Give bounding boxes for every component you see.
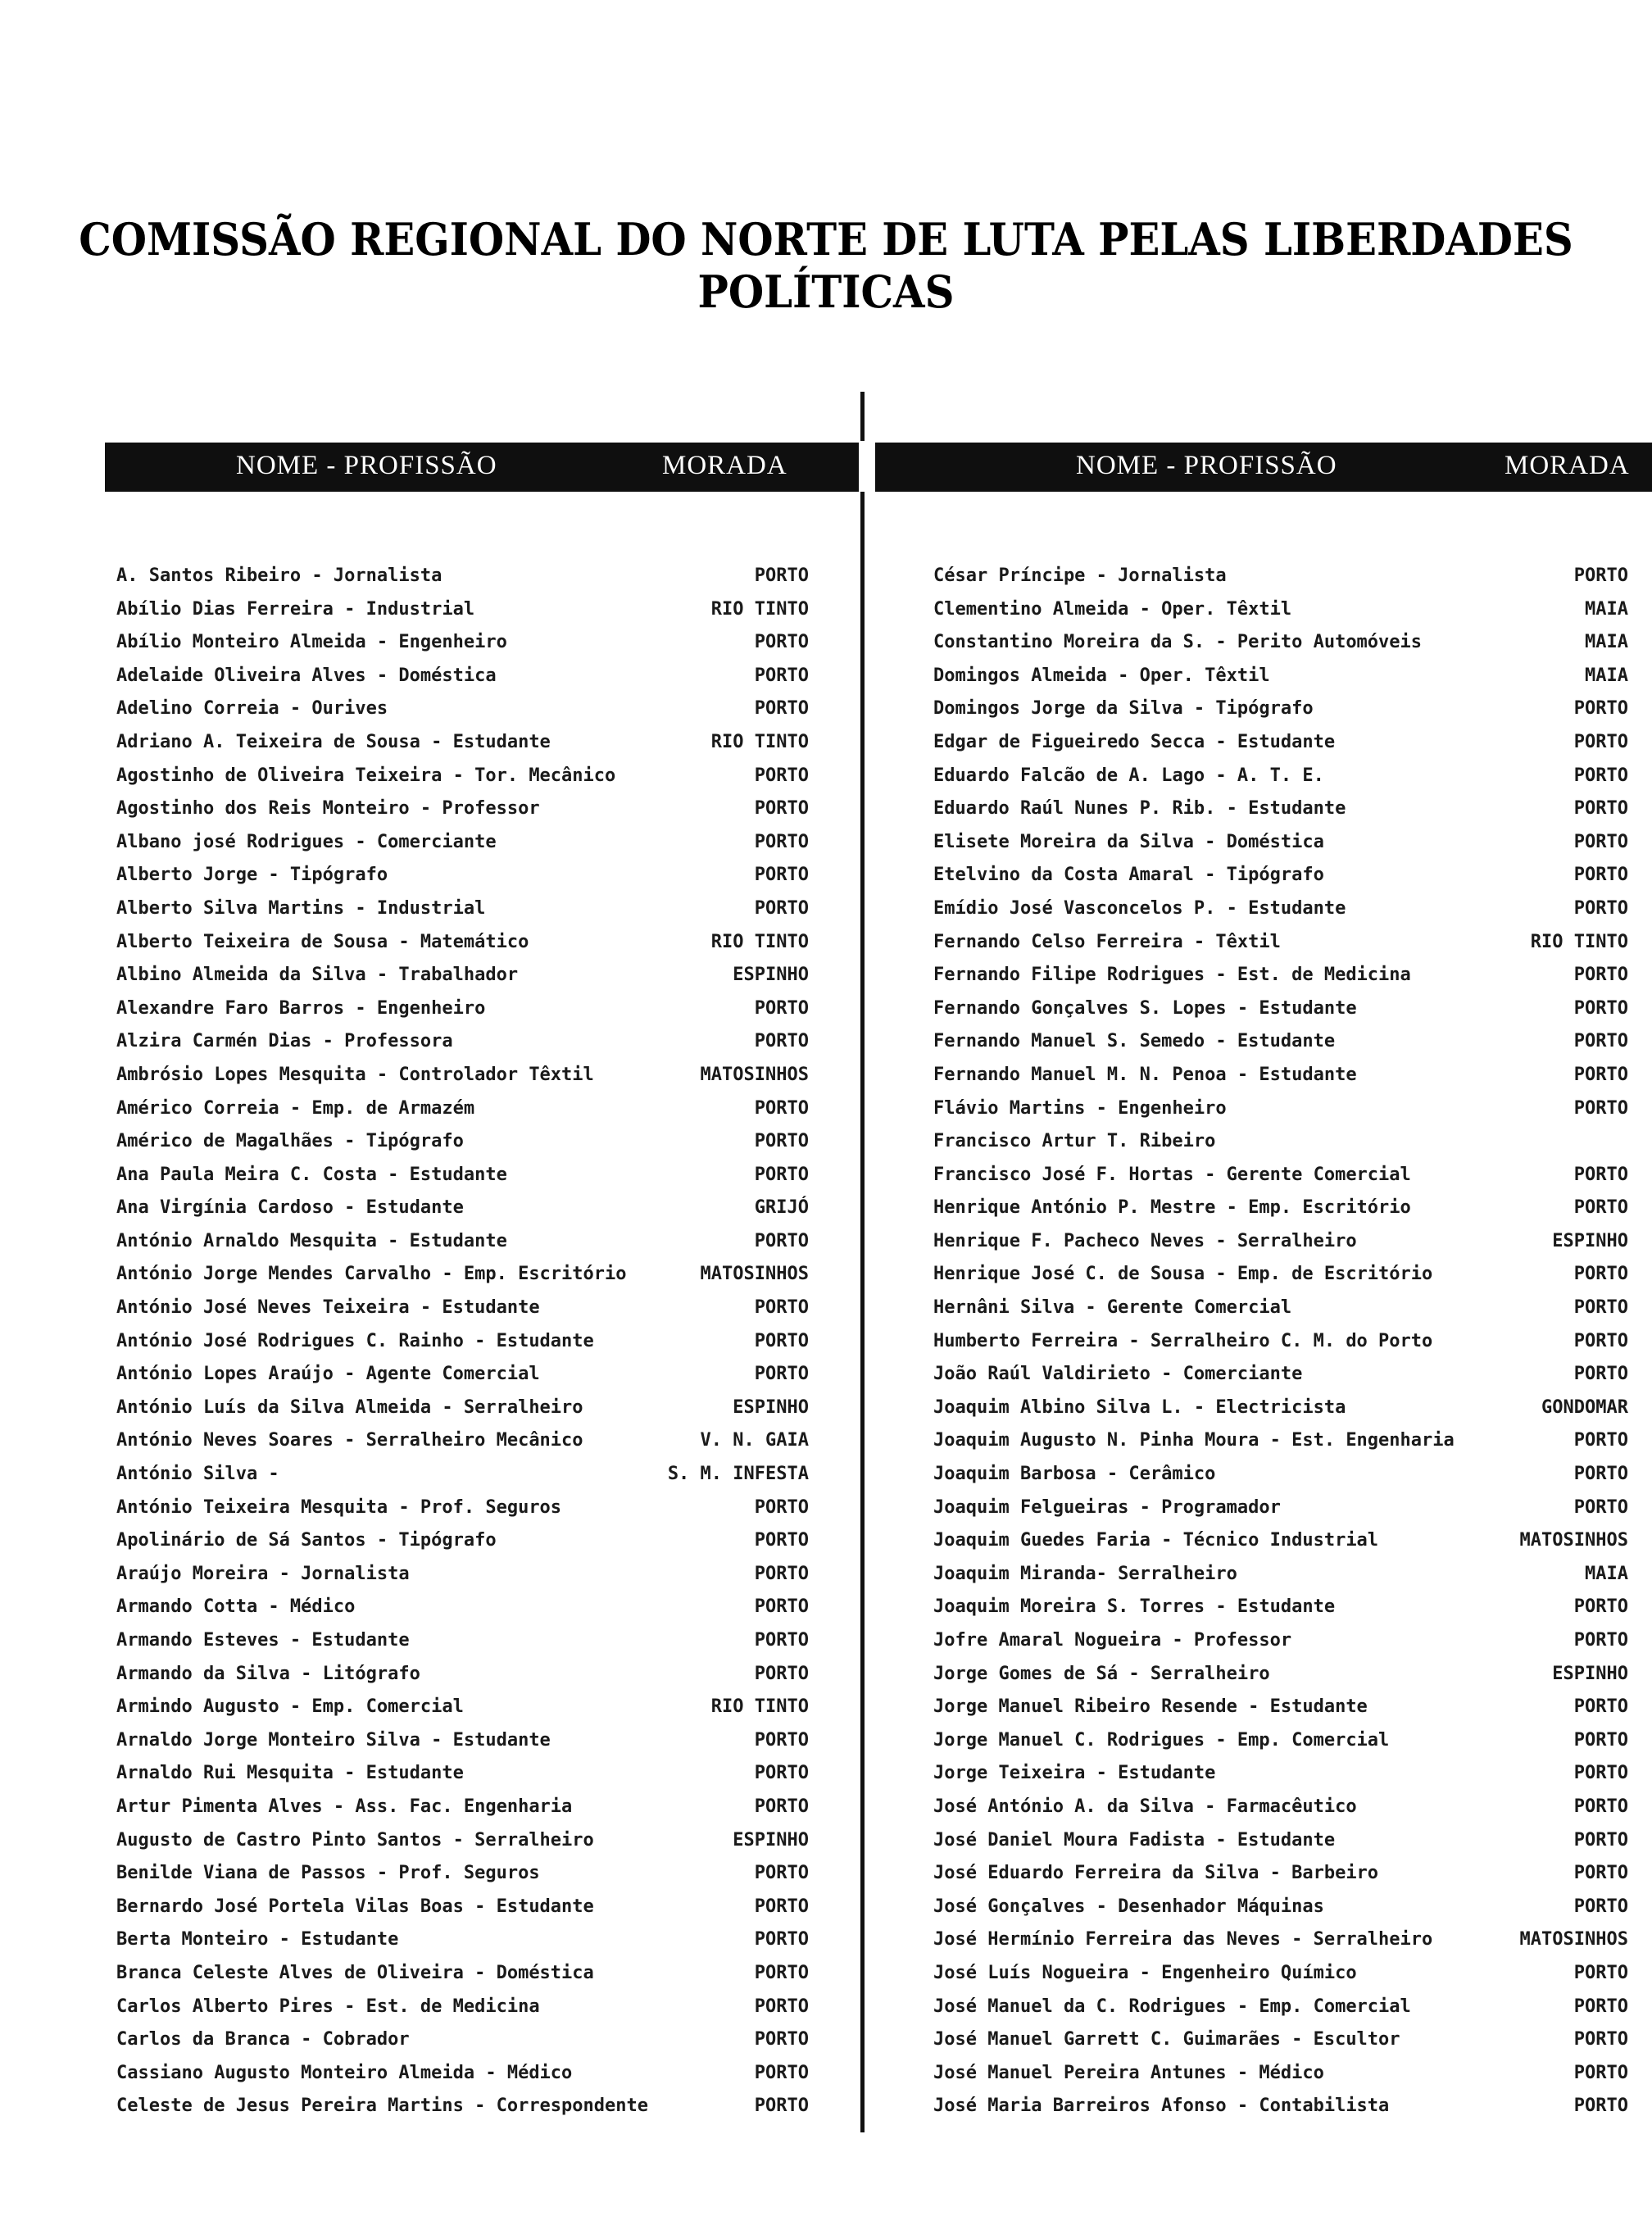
- header-right: [875, 443, 1652, 492]
- member-name-profession: Henrique F. Pacheco Neves - Serralheiro: [933, 1230, 1357, 1251]
- member-address: PORTO: [1573, 798, 1628, 820]
- column-divider-top: [860, 392, 865, 441]
- member-name-profession: José Hermínio Ferreira das Neves - Serralheiro: [933, 1929, 1433, 1950]
- list-item: [116, 632, 809, 665]
- member-address: PORTO: [1573, 1330, 1628, 1351]
- member-name-profession: Albano josé Rodrigues - Comerciante: [116, 831, 497, 852]
- member-address: ESPINHO: [733, 1829, 809, 1850]
- member-name-profession: Domingos Almeida - Oper. Têxtil: [933, 665, 1270, 686]
- member-address: PORTO: [1573, 1729, 1628, 1751]
- list-item: [933, 1963, 1628, 1996]
- member-address: PORTO: [754, 1031, 809, 1052]
- list-item: [116, 1065, 809, 1098]
- member-address: PORTO: [754, 1929, 809, 1950]
- list-item: [933, 698, 1628, 732]
- member-name-profession: Adelino Correia - Ourives: [116, 698, 388, 720]
- list-item: [116, 1098, 809, 1132]
- member-name-profession: Apolinário de Sá Santos - Tipógrafo: [116, 1530, 497, 1551]
- list-item: [933, 1530, 1628, 1564]
- member-address: PORTO: [754, 798, 809, 820]
- member-name-profession: Clementino Almeida - Oper. Têxtil: [933, 598, 1292, 620]
- member-name-profession: Ana Virgínia Cardoso - Estudante: [116, 1197, 464, 1219]
- member-name-profession: João Raúl Valdirieto - Comerciante: [933, 1364, 1303, 1385]
- member-address: PORTO: [1573, 1297, 1628, 1319]
- member-name-profession: Eduardo Raúl Nunes P. Rib. - Estudante: [933, 798, 1346, 820]
- header-left: [105, 443, 859, 492]
- member-name-profession: Américo de Magalhães - Tipógrafo: [116, 1131, 464, 1152]
- member-name-profession: Augusto de Castro Pinto Santos - Serralheiro: [116, 1829, 594, 1850]
- member-name-profession: José Eduardo Ferreira da Silva - Barbeiro: [933, 1863, 1379, 1884]
- member-name-profession: José Gonçalves - Desenhador Máquinas: [933, 1896, 1324, 1917]
- member-name-profession: Alberto Jorge - Tipógrafo: [116, 865, 388, 886]
- member-name-profession: Flávio Martins - Engenheiro: [933, 1097, 1227, 1119]
- member-name-profession: Joaquim Moreira S. Torres - Estudante: [933, 1596, 1336, 1618]
- list-item: [116, 1297, 809, 1331]
- list-item: [933, 965, 1628, 998]
- list-item: [116, 1630, 809, 1664]
- list-item: [116, 1197, 809, 1231]
- member-name-profession: Berta Monteiro - Estudante: [116, 1929, 399, 1950]
- list-item: [933, 1197, 1628, 1231]
- member-address: V. N. GAIA: [700, 1430, 809, 1451]
- list-item: [933, 1596, 1628, 1630]
- member-name-profession: Fernando Manuel S. Semedo - Estudante: [933, 1031, 1336, 1052]
- member-address: PORTO: [754, 1863, 809, 1884]
- list-item: [116, 1596, 809, 1630]
- member-address: MAIA: [1585, 1563, 1628, 1584]
- left-name-list: [116, 565, 809, 2129]
- member-address: GONDOMAR: [1541, 1396, 1628, 1418]
- list-item: [933, 1763, 1628, 1796]
- member-name-profession: António Jorge Mendes Carvalho - Emp. Escritório: [116, 1264, 627, 1285]
- member-name-profession: Bernardo José Portela Vilas Boas - Estudante: [116, 1896, 594, 1917]
- list-item: [933, 765, 1628, 799]
- list-item: [116, 1031, 809, 1065]
- member-address: MATOSINHOS: [1519, 1530, 1628, 1551]
- member-name-profession: Armindo Augusto - Emp. Comercial: [116, 1696, 464, 1718]
- member-name-profession: Celeste de Jesus Pereira Martins - Correspondente: [116, 2096, 649, 2117]
- list-item: [933, 2063, 1628, 2096]
- list-item: [933, 998, 1628, 1032]
- list-item: [116, 665, 809, 699]
- list-item: [933, 1430, 1628, 1464]
- member-address: PORTO: [754, 1230, 809, 1251]
- member-address: ESPINHO: [733, 1396, 809, 1418]
- member-name-profession: José António A. da Silva - Farmacêutico: [933, 1796, 1357, 1817]
- list-item: [116, 2063, 809, 2096]
- list-item: [933, 932, 1628, 965]
- member-address: PORTO: [754, 1330, 809, 1351]
- member-address: RIO TINTO: [710, 1696, 809, 1718]
- member-name-profession: Alberto Silva Martins - Industrial: [116, 897, 486, 919]
- list-item: [933, 2029, 1628, 2063]
- member-name-profession: Domingos Jorge da Silva - Tipógrafo: [933, 698, 1314, 720]
- list-item: [933, 1497, 1628, 1531]
- list-item: [933, 732, 1628, 765]
- member-address: PORTO: [754, 1364, 809, 1385]
- member-address: PORTO: [754, 1763, 809, 1784]
- member-name-profession: Carlos da Branca - Cobrador: [116, 2029, 410, 2050]
- member-address: RIO TINTO: [710, 731, 809, 752]
- member-name-profession: José Daniel Moura Fadista - Estudante: [933, 1829, 1336, 1850]
- member-address: PORTO: [1573, 565, 1628, 586]
- member-name-profession: Jorge Teixeira - Estudante: [933, 1763, 1216, 1784]
- list-item: [116, 2029, 809, 2063]
- member-name-profession: Carlos Alberto Pires - Est. de Medicina: [116, 1996, 540, 2017]
- member-name-profession: Jorge Manuel C. Rodrigues - Emp. Comercial: [933, 1729, 1390, 1751]
- member-name-profession: Jorge Manuel Ribeiro Resende - Estudante: [933, 1696, 1368, 1718]
- list-item: [933, 1730, 1628, 1764]
- member-name-profession: Humberto Ferreira - Serralheiro C. M. do Porto: [933, 1330, 1433, 1351]
- list-item: [933, 865, 1628, 898]
- list-item: [933, 1564, 1628, 1597]
- list-item: [933, 1131, 1628, 1165]
- member-address: RIO TINTO: [1530, 931, 1628, 952]
- member-name-profession: Agostinho dos Reis Monteiro - Professor: [116, 798, 540, 820]
- list-item: [116, 1796, 809, 1830]
- list-item: [116, 1464, 809, 1497]
- member-address: PORTO: [1573, 965, 1628, 986]
- member-name-profession: Joaquim Miranda- Serralheiro: [933, 1563, 1237, 1584]
- list-item: [116, 599, 809, 633]
- list-item: [116, 1996, 809, 2030]
- member-name-profession: Branca Celeste Alves de Oliveira - Doméstica: [116, 1962, 594, 1983]
- member-name-profession: António Lopes Araújo - Agente Comercial: [116, 1364, 540, 1385]
- member-address: RIO TINTO: [710, 931, 809, 952]
- member-name-profession: Joaquim Augusto N. Pinha Moura - Est. Engenharia: [933, 1430, 1455, 1451]
- member-name-profession: Francisco José F. Hortas - Gerente Comercial: [933, 1164, 1411, 1185]
- member-name-profession: Etelvino da Costa Amaral - Tipógrafo: [933, 865, 1324, 886]
- member-address: PORTO: [754, 897, 809, 919]
- list-item: [933, 1830, 1628, 1864]
- header-left-name-label: NOME - PROFISSÃO: [236, 451, 497, 480]
- list-item: [116, 1231, 809, 1265]
- list-item: [933, 1364, 1628, 1397]
- list-item: [933, 1796, 1628, 1830]
- list-item: [116, 1664, 809, 1697]
- list-item: [116, 998, 809, 1032]
- list-item: [116, 1763, 809, 1796]
- member-address: PORTO: [754, 632, 809, 653]
- member-address: PORTO: [754, 765, 809, 786]
- member-name-profession: Arnaldo Rui Mesquita - Estudante: [116, 1763, 464, 1784]
- list-item: [933, 599, 1628, 633]
- list-item: [116, 1331, 809, 1365]
- list-item: [933, 1464, 1628, 1497]
- member-name-profession: Armando Cotta - Médico: [116, 1596, 356, 1618]
- list-item: [933, 2096, 1628, 2129]
- member-name-profession: Fernando Manuel M. N. Penoa - Estudante: [933, 1064, 1357, 1085]
- list-item: [116, 1929, 809, 1963]
- list-item: [933, 1031, 1628, 1065]
- member-address: MATOSINHOS: [1519, 1929, 1628, 1950]
- member-address: PORTO: [1573, 731, 1628, 752]
- member-name-profession: Benilde Viana de Passos - Prof. Seguros: [116, 1863, 540, 1884]
- list-item: [933, 1331, 1628, 1365]
- member-address: PORTO: [754, 1097, 809, 1119]
- member-address: ESPINHO: [1552, 1230, 1628, 1251]
- member-name-profession: Ambrósio Lopes Mesquita - Controlador Têxtil: [116, 1064, 594, 1085]
- member-name-profession: Abílio Dias Ferreira - Industrial: [116, 598, 475, 620]
- list-item: [116, 698, 809, 732]
- member-name-profession: Joaquim Guedes Faria - Técnico Industrial: [933, 1530, 1379, 1551]
- header-left-address-label: MORADA: [662, 451, 787, 480]
- list-item: [933, 632, 1628, 665]
- member-address: MATOSINHOS: [700, 1264, 809, 1285]
- member-address: PORTO: [1573, 1364, 1628, 1385]
- header-right-address-label: MORADA: [1504, 451, 1630, 480]
- member-address: PORTO: [1573, 1962, 1628, 1983]
- member-name-profession: Joaquim Albino Silva L. - Electricista: [933, 1396, 1346, 1418]
- member-name-profession: Ana Paula Meira C. Costa - Estudante: [116, 1164, 507, 1185]
- member-address: PORTO: [1573, 897, 1628, 919]
- list-item: [933, 1630, 1628, 1664]
- member-address: PORTO: [1573, 1197, 1628, 1219]
- list-item: [933, 1863, 1628, 1896]
- member-address: MATOSINHOS: [700, 1064, 809, 1085]
- member-address: MAIA: [1585, 598, 1628, 620]
- list-item: [116, 832, 809, 865]
- member-address: PORTO: [754, 1530, 809, 1551]
- member-name-profession: António José Neves Teixeira - Estudante: [116, 1297, 540, 1319]
- member-name-profession: António Arnaldo Mesquita - Estudante: [116, 1230, 507, 1251]
- member-address: PORTO: [754, 1131, 809, 1152]
- list-item: [933, 1996, 1628, 2030]
- member-name-profession: Jofre Amaral Nogueira - Professor: [933, 1630, 1292, 1651]
- member-address: PORTO: [754, 831, 809, 852]
- member-address: PORTO: [1573, 1696, 1628, 1718]
- list-item: [933, 1264, 1628, 1297]
- member-address: PORTO: [1573, 1596, 1628, 1618]
- member-name-profession: José Manuel Pereira Antunes - Médico: [933, 2062, 1324, 2083]
- member-address: PORTO: [1573, 1996, 1628, 2017]
- page-title: COMISSÃO REGIONAL DO NORTE DE LUTA PELAS LIBERDADES POLÍTICAS: [79, 213, 1573, 318]
- member-name-profession: Joaquim Felgueiras - Programador: [933, 1496, 1281, 1518]
- member-name-profession: Alberto Teixeira de Sousa - Matemático: [116, 931, 529, 952]
- list-item: [116, 765, 809, 799]
- list-item: [933, 665, 1628, 699]
- member-name-profession: António Silva -: [116, 1464, 279, 1485]
- member-name-profession: Abílio Monteiro Almeida - Engenheiro: [116, 632, 507, 653]
- member-name-profession: Armando da Silva - Litógrafo: [116, 1663, 420, 1684]
- list-item: [116, 1564, 809, 1597]
- member-address: PORTO: [1573, 1896, 1628, 1917]
- member-address: PORTO: [754, 1796, 809, 1817]
- list-item: [116, 1896, 809, 1930]
- member-name-profession: A. Santos Ribeiro - Jornalista: [116, 565, 442, 586]
- list-item: [933, 1929, 1628, 1963]
- list-item: [933, 1896, 1628, 1930]
- member-address: PORTO: [754, 665, 809, 686]
- right-name-list: [933, 565, 1628, 2129]
- member-name-profession: Américo Correia - Emp. de Armazém: [116, 1097, 475, 1119]
- list-item: [933, 1098, 1628, 1132]
- member-address: PORTO: [754, 1996, 809, 2017]
- member-name-profession: Eduardo Falcão de A. Lago - A. T. E.: [933, 765, 1324, 786]
- member-name-profession: Artur Pimenta Alves - Ass. Fac. Engenharia: [116, 1796, 573, 1817]
- member-address: PORTO: [754, 1297, 809, 1319]
- member-address: PORTO: [1573, 1829, 1628, 1850]
- list-item: [933, 798, 1628, 832]
- member-name-profession: Joaquim Barbosa - Cerâmico: [933, 1464, 1216, 1485]
- member-name-profession: Alexandre Faro Barros - Engenheiro: [116, 997, 486, 1019]
- member-address: PORTO: [754, 565, 809, 586]
- member-address: PORTO: [754, 1630, 809, 1651]
- member-address: PORTO: [754, 2029, 809, 2050]
- member-address: PORTO: [1573, 2096, 1628, 2117]
- member-name-profession: Constantino Moreira da S. - Perito Automóveis: [933, 632, 1423, 653]
- list-item: [933, 898, 1628, 932]
- member-address: PORTO: [1573, 1464, 1628, 1485]
- member-address: PORTO: [754, 1596, 809, 1618]
- member-address: PORTO: [1573, 1496, 1628, 1518]
- list-item: [116, 1696, 809, 1730]
- member-address: ESPINHO: [733, 965, 809, 986]
- list-item: [116, 1497, 809, 1531]
- member-address: GRIJÓ: [754, 1197, 809, 1219]
- list-item: [116, 865, 809, 898]
- list-item: [116, 565, 809, 599]
- member-name-profession: Henrique José C. de Sousa - Emp. de Escritório: [933, 1264, 1433, 1285]
- member-name-profession: César Príncipe - Jornalista: [933, 565, 1227, 586]
- member-address: MAIA: [1585, 665, 1628, 686]
- member-name-profession: José Maria Barreiros Afonso - Contabilista: [933, 2096, 1390, 2117]
- member-name-profession: Albino Almeida da Silva - Trabalhador: [116, 965, 519, 986]
- member-name-profession: Henrique António P. Mestre - Emp. Escritório: [933, 1197, 1411, 1219]
- list-item: [116, 932, 809, 965]
- list-item: [116, 1830, 809, 1864]
- list-item: [116, 1264, 809, 1297]
- member-name-profession: Fernando Celso Ferreira - Têxtil: [933, 931, 1281, 952]
- member-address: PORTO: [1573, 1796, 1628, 1817]
- member-address: PORTO: [1573, 1064, 1628, 1085]
- member-name-profession: Hernâni Silva - Gerente Comercial: [933, 1297, 1292, 1319]
- member-address: PORTO: [754, 1563, 809, 1584]
- member-name-profession: José Manuel da C. Rodrigues - Emp. Comercial: [933, 1996, 1411, 2017]
- column-divider: [860, 492, 865, 2132]
- member-address: S. M. INFESTA: [667, 1464, 809, 1485]
- list-item: [933, 1231, 1628, 1265]
- member-address: PORTO: [1573, 997, 1628, 1019]
- list-item: [116, 1963, 809, 1996]
- member-address: MAIA: [1585, 632, 1628, 653]
- member-name-profession: António José Rodrigues C. Rainho - Estudante: [116, 1330, 594, 1351]
- member-name-profession: Adelaide Oliveira Alves - Doméstica: [116, 665, 497, 686]
- list-item: [933, 1664, 1628, 1697]
- member-address: PORTO: [1573, 1630, 1628, 1651]
- member-name-profession: António Luís da Silva Almeida - Serralheiro: [116, 1396, 583, 1418]
- member-name-profession: António Neves Soares - Serralheiro Mecânico: [116, 1430, 583, 1451]
- member-address: PORTO: [1573, 865, 1628, 886]
- member-name-profession: Jorge Gomes de Sá - Serralheiro: [933, 1663, 1270, 1684]
- list-item: [116, 965, 809, 998]
- member-address: PORTO: [1573, 765, 1628, 786]
- member-address: PORTO: [1573, 831, 1628, 852]
- member-name-profession: Francisco Artur T. Ribeiro: [933, 1131, 1216, 1152]
- member-address: PORTO: [1573, 1763, 1628, 1784]
- member-address: PORTO: [1573, 1863, 1628, 1884]
- member-name-profession: Fernando Filipe Rodrigues - Est. de Medicina: [933, 965, 1411, 986]
- list-item: [116, 898, 809, 932]
- member-address: PORTO: [1573, 1430, 1628, 1451]
- list-item: [116, 1530, 809, 1564]
- list-item: [116, 1430, 809, 1464]
- member-name-profession: José Luís Nogueira - Engenheiro Químico: [933, 1962, 1357, 1983]
- list-item: [116, 1730, 809, 1764]
- member-address: PORTO: [1573, 1097, 1628, 1119]
- member-address: PORTO: [754, 1496, 809, 1518]
- member-address: PORTO: [1573, 2062, 1628, 2083]
- list-item: [116, 1863, 809, 1896]
- member-name-profession: Fernando Gonçalves S. Lopes - Estudante: [933, 997, 1357, 1019]
- member-address: PORTO: [1573, 2029, 1628, 2050]
- member-address: PORTO: [754, 698, 809, 720]
- member-name-profession: Cassiano Augusto Monteiro Almeida - Médico: [116, 2062, 573, 2083]
- member-address: PORTO: [754, 1896, 809, 1917]
- list-item: [933, 1065, 1628, 1098]
- member-address: PORTO: [754, 1164, 809, 1185]
- list-item: [933, 1696, 1628, 1730]
- member-name-profession: Adriano A. Teixeira de Sousa - Estudante: [116, 731, 551, 752]
- list-item: [116, 1165, 809, 1198]
- member-address: PORTO: [1573, 1031, 1628, 1052]
- member-address: PORTO: [754, 1663, 809, 1684]
- member-name-profession: Armando Esteves - Estudante: [116, 1630, 410, 1651]
- list-item: [933, 1165, 1628, 1198]
- member-address: PORTO: [754, 1962, 809, 1983]
- list-item: [116, 1364, 809, 1397]
- member-address: PORTO: [1573, 698, 1628, 720]
- member-name-profession: José Manuel Garrett C. Guimarães - Escultor: [933, 2029, 1400, 2050]
- member-address: PORTO: [754, 997, 809, 1019]
- list-item: [933, 1297, 1628, 1331]
- list-item: [933, 565, 1628, 599]
- member-address: RIO TINTO: [710, 598, 809, 620]
- list-item: [933, 1397, 1628, 1431]
- member-address: PORTO: [754, 2062, 809, 2083]
- member-name-profession: Elisete Moreira da Silva - Doméstica: [933, 831, 1324, 852]
- member-name-profession: Agostinho de Oliveira Teixeira - Tor. Mecânico: [116, 765, 616, 786]
- member-address: PORTO: [1573, 1164, 1628, 1185]
- list-item: [116, 798, 809, 832]
- member-name-profession: Emídio José Vasconcelos P. - Estudante: [933, 897, 1346, 919]
- member-address: PORTO: [754, 865, 809, 886]
- list-item: [116, 2096, 809, 2129]
- list-item: [933, 832, 1628, 865]
- member-name-profession: Araújo Moreira - Jornalista: [116, 1563, 410, 1584]
- member-address: PORTO: [754, 2096, 809, 2117]
- member-address: ESPINHO: [1552, 1663, 1628, 1684]
- list-item: [116, 1397, 809, 1431]
- member-address: PORTO: [1573, 1264, 1628, 1285]
- list-item: [116, 732, 809, 765]
- member-name-profession: António Teixeira Mesquita - Prof. Seguros: [116, 1496, 562, 1518]
- member-name-profession: Alzira Carmén Dias - Professora: [116, 1031, 453, 1052]
- header-right-name-label: NOME - PROFISSÃO: [1076, 451, 1337, 480]
- member-name-profession: Edgar de Figueiredo Secca - Estudante: [933, 731, 1336, 752]
- member-address: PORTO: [754, 1729, 809, 1751]
- list-item: [116, 1131, 809, 1165]
- member-name-profession: Arnaldo Jorge Monteiro Silva - Estudante: [116, 1729, 551, 1751]
